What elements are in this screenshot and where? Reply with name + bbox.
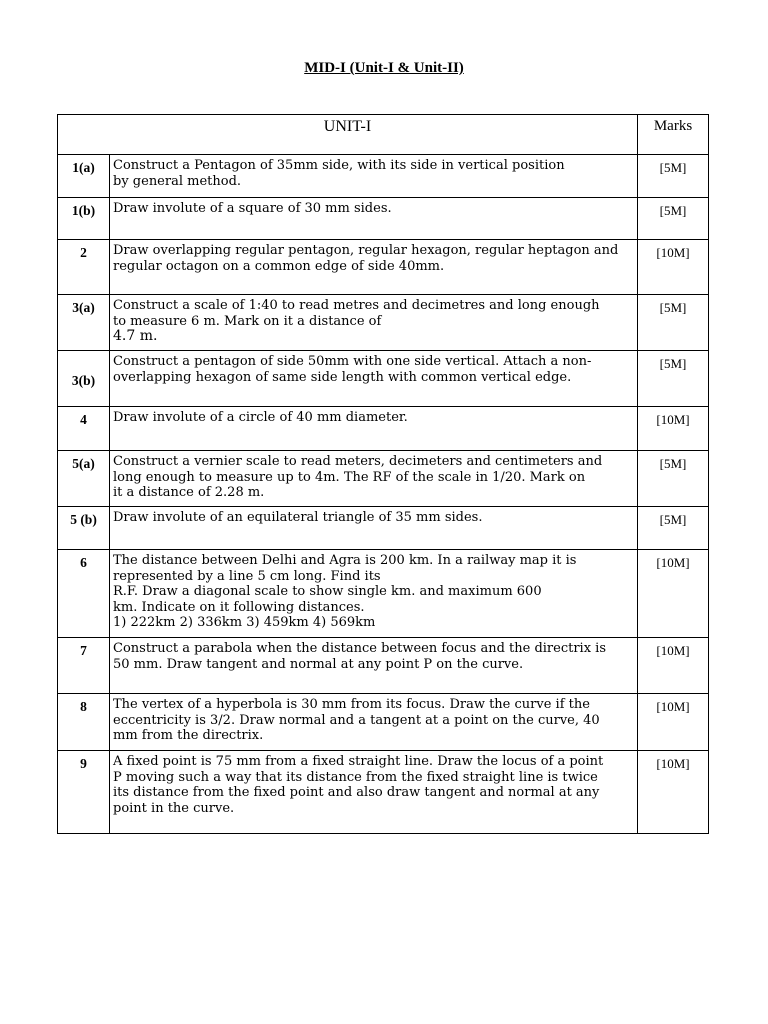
question-line: P moving such a way that its distance from the fixed straight line is twice xyxy=(113,769,598,785)
table-row xyxy=(58,155,709,198)
marks-heading: Marks xyxy=(638,115,709,155)
question-marks: [10M] xyxy=(638,638,709,694)
question-line: 50 mm. Draw tangent and normal at any point P on the curve. xyxy=(113,656,524,672)
question-marks: [10M] xyxy=(638,550,709,638)
question-line: 4.7 m. xyxy=(113,328,158,344)
question-line: eccentricity is 3/2. Draw normal and a tangent at a point on the curve, 40 xyxy=(113,712,600,728)
question-text xyxy=(110,507,638,550)
question-line: its distance from the fixed point and also draw tangent and normal at any xyxy=(113,785,600,800)
table-row xyxy=(58,451,709,507)
question-number: 6 xyxy=(58,550,110,638)
question-line: Draw involute of a square of 30 mm sides. xyxy=(113,201,392,216)
question-text xyxy=(110,694,638,751)
question-marks: [5M] xyxy=(638,198,709,240)
table-row xyxy=(58,751,709,834)
question-line: 1) 222km 2) 336km 3) 459km 4) 569km xyxy=(113,615,376,630)
question-table xyxy=(57,114,709,834)
question-line: long enough to measure up to 4m. The RF of the scale in 1/20. Mark on xyxy=(113,469,586,485)
question-line: Construct a pentagon of side 50mm with one side vertical. Attach a non- xyxy=(113,354,592,369)
question-line: Draw overlapping regular pentagon, regular hexagon, regular heptagon and xyxy=(113,243,619,258)
question-text xyxy=(110,198,638,240)
table-row xyxy=(58,638,709,694)
question-line: Construct a vernier scale to read meters, decimeters and centimeters and xyxy=(113,454,603,469)
question-line: regular octagon on a common edge of side 40mm. xyxy=(113,258,445,274)
question-marks: [5M] xyxy=(638,155,709,198)
question-text xyxy=(110,295,638,351)
table-header-row xyxy=(58,115,709,155)
question-line: it a distance of 2.28 m. xyxy=(113,485,265,500)
question-number: 3(a) xyxy=(58,295,110,351)
question-number: 1(b) xyxy=(58,198,110,240)
question-rows xyxy=(58,155,709,834)
table-row xyxy=(58,351,709,407)
question-number: 1(a) xyxy=(58,155,110,198)
question-number: 7 xyxy=(58,638,110,694)
question-line: by general method. xyxy=(113,173,242,189)
question-line: Construct a parabola when the distance between focus and the directrix is xyxy=(113,641,607,656)
question-line: Draw involute of a circle of 40 mm diameter. xyxy=(113,410,408,425)
question-text xyxy=(110,407,638,451)
table-row xyxy=(58,694,709,751)
question-text xyxy=(110,451,638,507)
document-title: MID-I (Unit-I & Unit-II) xyxy=(304,60,464,76)
question-number: 3(b) xyxy=(58,351,110,407)
question-number: 4 xyxy=(58,407,110,451)
question-text xyxy=(110,638,638,694)
table-row xyxy=(58,550,709,638)
question-marks: [5M] xyxy=(638,351,709,407)
question-line: The vertex of a hyperbola is 30 mm from its focus. Draw the curve if the xyxy=(113,697,590,712)
table-row xyxy=(58,240,709,295)
question-marks: [10M] xyxy=(638,240,709,295)
question-number: 8 xyxy=(58,694,110,751)
question-marks: [10M] xyxy=(638,694,709,751)
question-marks: [5M] xyxy=(638,295,709,351)
question-line: mm from the directrix. xyxy=(113,728,264,743)
question-line: Draw involute of an equilateral triangle of 35 mm sides. xyxy=(113,510,483,525)
question-text xyxy=(110,240,638,295)
table-row xyxy=(58,407,709,451)
question-line: overlapping hexagon of same side length with common vertical edge. xyxy=(113,369,572,385)
question-text xyxy=(110,351,638,407)
question-number: 5(a) xyxy=(58,451,110,507)
question-line: to measure 6 m. Mark on it a distance of xyxy=(113,313,382,329)
table-row xyxy=(58,507,709,550)
question-line: point in the curve. xyxy=(113,800,235,816)
question-marks: [5M] xyxy=(638,507,709,550)
question-line: R.F. Draw a diagonal scale to show single km. and maximum 600 xyxy=(113,584,542,599)
question-marks: [5M] xyxy=(638,451,709,507)
question-text xyxy=(110,155,638,198)
question-number: 9 xyxy=(58,751,110,834)
question-number: 2 xyxy=(58,240,110,295)
question-line: The distance between Delhi and Agra is 200 km. In a railway map it is xyxy=(113,553,577,568)
question-number: 5 (b) xyxy=(58,507,110,550)
question-line: km. Indicate on it following distances. xyxy=(113,599,365,615)
question-text xyxy=(110,550,638,638)
question-line: Construct a scale of 1:40 to read metres and decimetres and long enough xyxy=(113,298,600,313)
question-marks: [10M] xyxy=(638,751,709,834)
table-row xyxy=(58,295,709,351)
question-line: A fixed point is 75 mm from a fixed straight line. Draw the locus of a point xyxy=(113,754,604,769)
question-marks: [10M] xyxy=(638,407,709,451)
question-text xyxy=(110,751,638,834)
unit-heading: UNIT-I xyxy=(58,115,638,155)
question-line: Construct a Pentagon of 35mm side, with its side in vertical position xyxy=(113,158,565,173)
table-row xyxy=(58,198,709,240)
question-line: represented by a line 5 cm long. Find its xyxy=(113,568,381,584)
